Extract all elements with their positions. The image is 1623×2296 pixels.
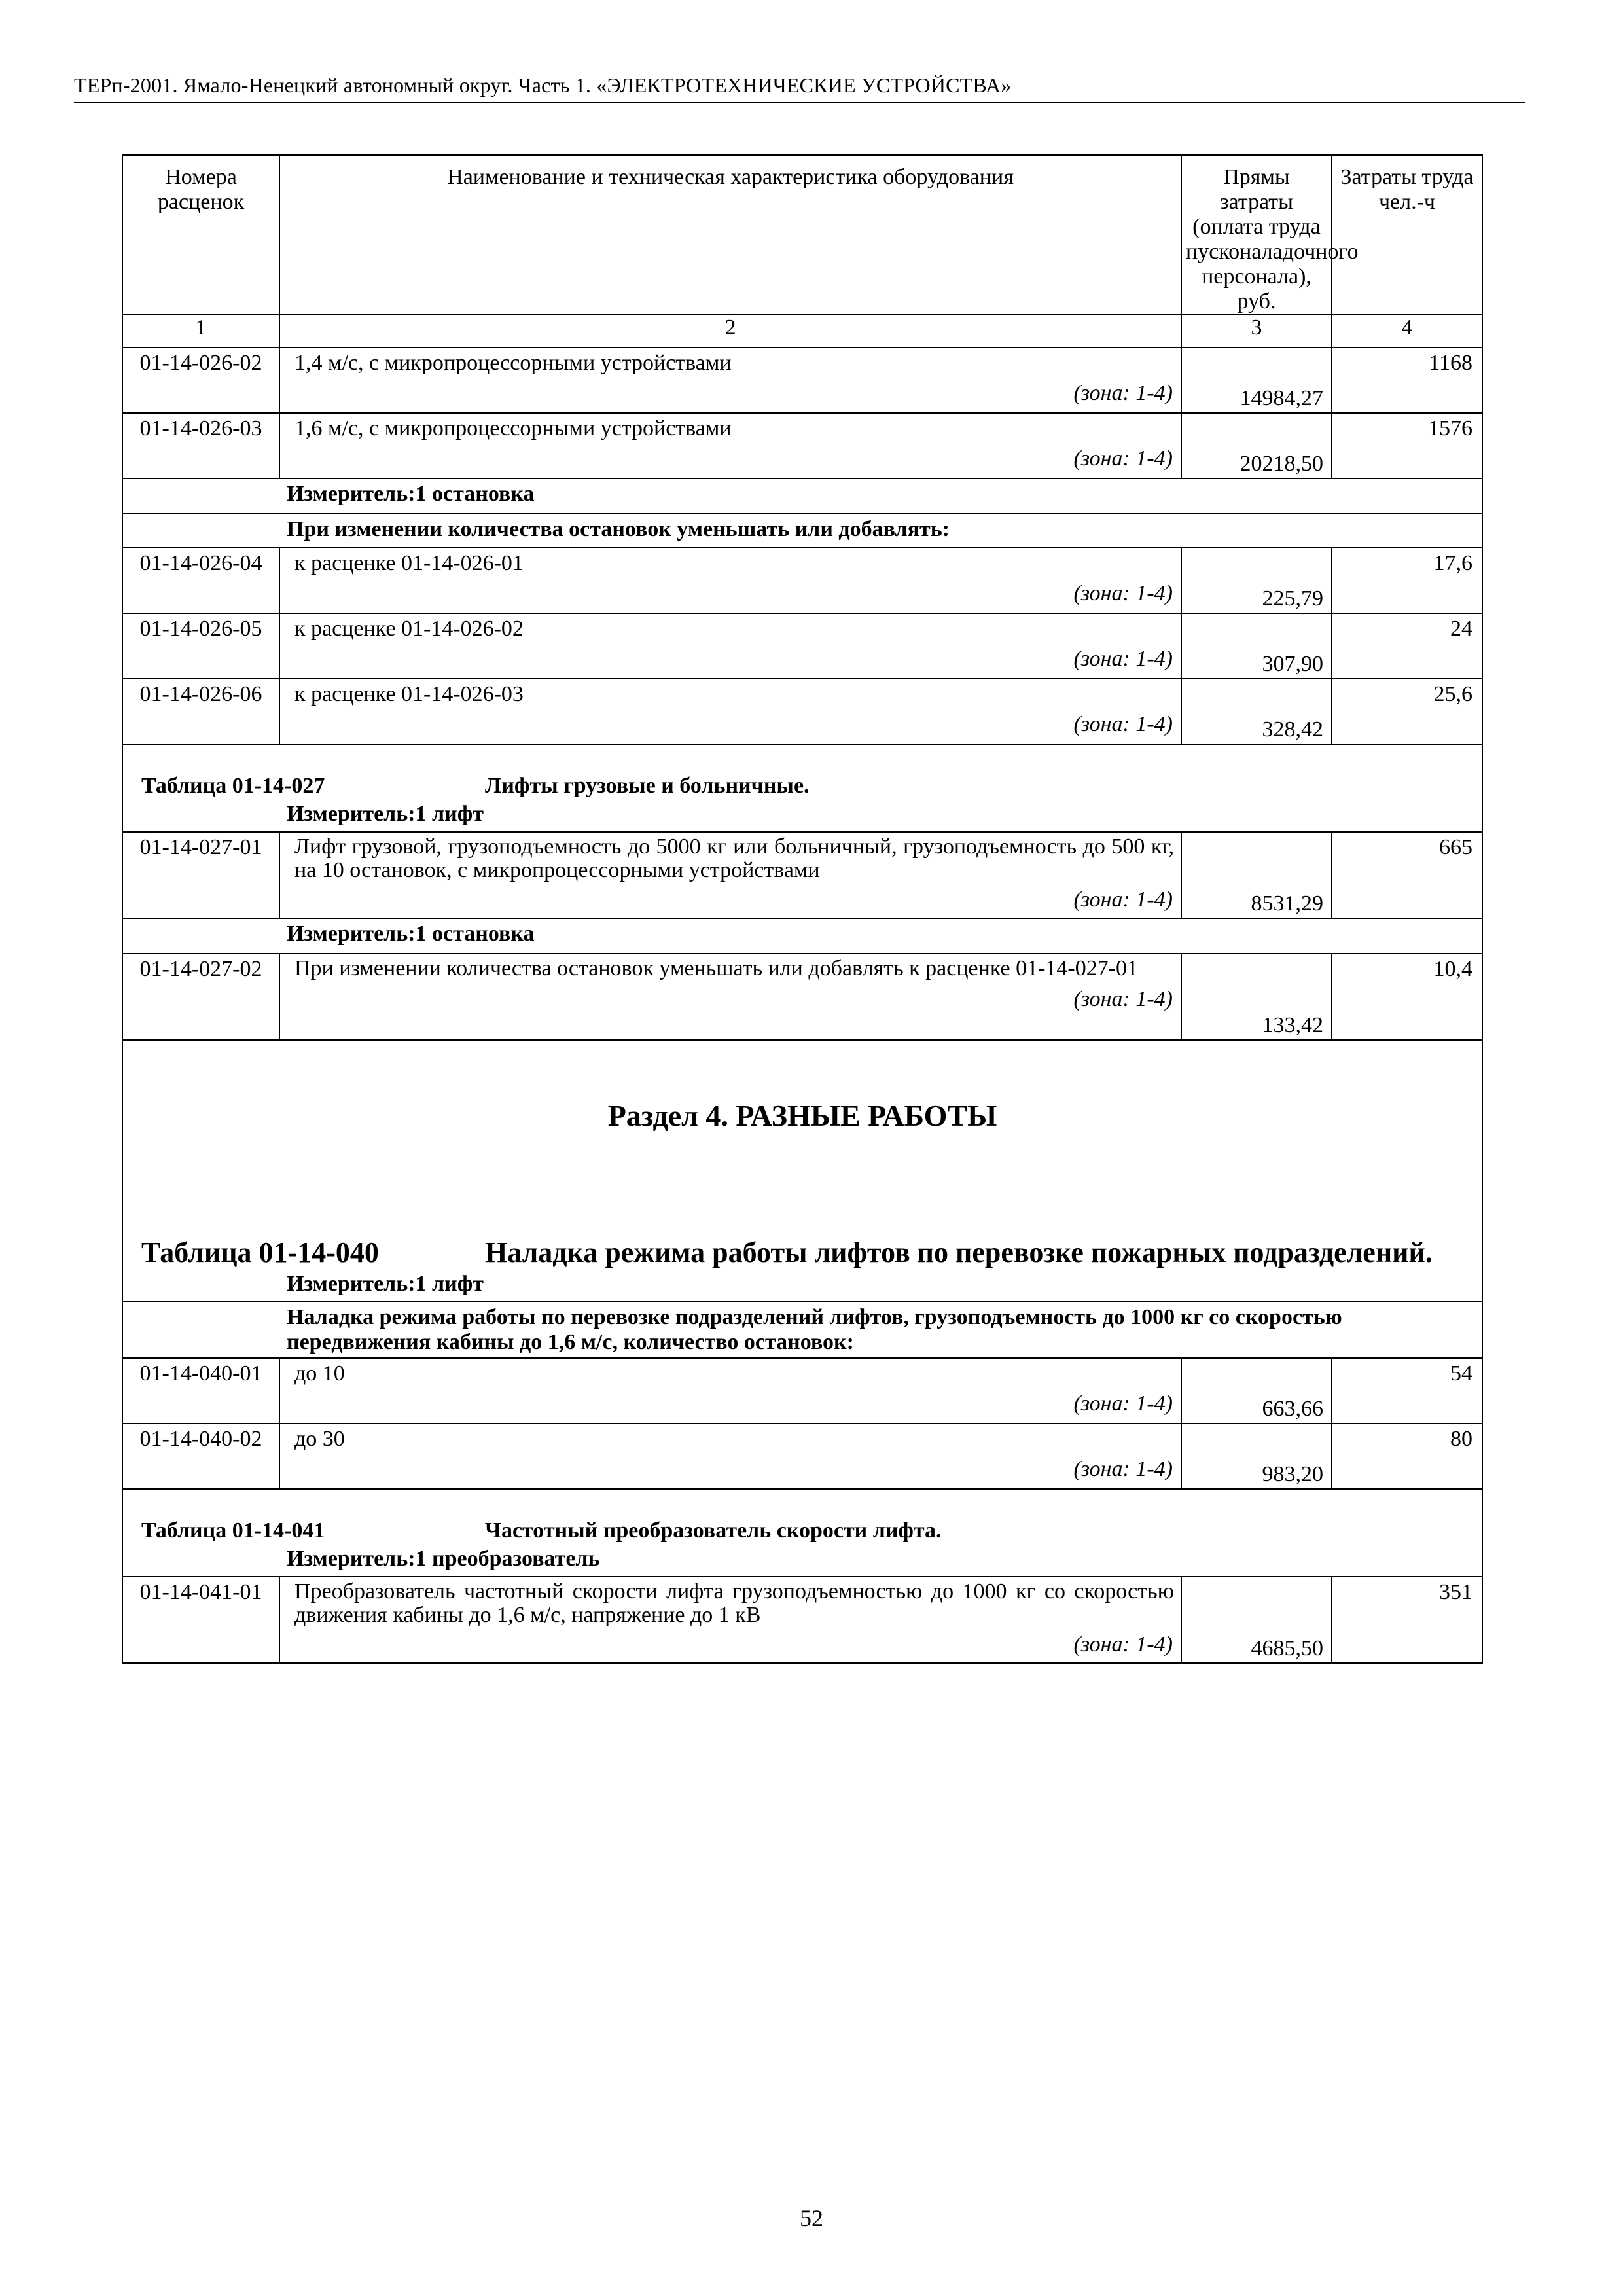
rate-name: 1,4 м/с, с микропроцессорными устройствами (294, 351, 732, 375)
table-title-row (122, 1489, 1482, 1577)
rate-price: 307,90 (1262, 652, 1323, 676)
rate-labor: 54 (1332, 1358, 1482, 1424)
measure-row (122, 918, 1482, 954)
rates-table (122, 154, 1483, 1664)
zone-label: (зона: 1-4) (1073, 581, 1173, 605)
table-row (122, 348, 1482, 413)
page-number: 52 (800, 2205, 823, 2231)
section-row (122, 1040, 1482, 1302)
rate-name: Преобразователь частотный скорости лифта грузоподъемностью до 1000 кг со скоростью движения кабины до 1,6 м/с, напряжение до 1 кВ (294, 1579, 1174, 1627)
rate-price-cell (1181, 832, 1332, 918)
rate-code: 01-14-026-04 (122, 548, 279, 613)
table-row (122, 1358, 1482, 1424)
rate-code: 01-14-041-01 (122, 1577, 279, 1663)
rate-price-cell (1181, 1424, 1332, 1489)
rate-description (279, 954, 1181, 1040)
rate-price-cell (1181, 1577, 1332, 1663)
rate-price-cell (1181, 413, 1332, 478)
rate-price: 4685,50 (1251, 1636, 1323, 1660)
zone-label: (зона: 1-4) (1073, 1457, 1173, 1481)
rate-price-cell (1181, 613, 1332, 679)
rate-labor: 80 (1332, 1424, 1482, 1489)
rate-code: 01-14-027-02 (122, 954, 279, 1040)
rate-description (279, 679, 1181, 744)
table-number: Таблица 01-14-041 (141, 1518, 325, 1543)
rate-price: 133,42 (1262, 1013, 1323, 1037)
table-row (122, 1577, 1482, 1663)
rate-code: 01-14-040-01 (122, 1358, 279, 1424)
table-row (122, 613, 1482, 679)
table-row (122, 548, 1482, 613)
rate-name: 1,6 м/с, с микропроцессорными устройствами (294, 416, 732, 440)
rate-code: 01-14-026-02 (122, 348, 279, 413)
rate-labor: 351 (1332, 1577, 1482, 1663)
rate-labor: 665 (1332, 832, 1482, 918)
rate-labor: 17,6 (1332, 548, 1482, 613)
rate-name: к расценке 01-14-026-01 (294, 551, 524, 575)
rate-labor: 1168 (1332, 348, 1482, 413)
rate-labor: 10,4 (1332, 954, 1482, 1040)
rate-price: 14984,27 (1240, 386, 1323, 410)
rate-price: 663,66 (1262, 1397, 1323, 1421)
rate-code: 01-14-027-01 (122, 832, 279, 918)
table-title-041 (122, 1489, 1482, 1577)
table-number: Таблица 01-14-040 (141, 1236, 379, 1268)
rate-price-cell (1181, 548, 1332, 613)
zone-label: (зона: 1-4) (1073, 888, 1173, 912)
table-row (122, 679, 1482, 744)
table-name: Наладка режима работы лифтов по перевозке пожарных подразделений. (485, 1236, 1433, 1268)
section-title: Раздел 4. РАЗНЫЕ РАБОТЫ (607, 1099, 997, 1132)
measure-unit: Измеритель:1 лифт (287, 802, 484, 826)
rate-name: Лифт грузовой, грузоподъемность до 5000 кг или больничный, грузоподъемность до 500 кг, на 10 остановок, с микропроцессорными устройствами (294, 834, 1174, 882)
table-title-027 (122, 744, 1482, 832)
rate-price-cell (1181, 348, 1332, 413)
rate-code: 01-14-040-02 (122, 1424, 279, 1489)
zone-label: (зона: 1-4) (1073, 647, 1173, 671)
col-number: 4 (1332, 315, 1482, 348)
rate-name: до 10 (294, 1361, 345, 1386)
col-number: 3 (1181, 315, 1332, 348)
rate-price: 983,20 (1262, 1462, 1323, 1486)
rate-price: 20218,50 (1240, 452, 1323, 476)
rate-code: 01-14-026-06 (122, 679, 279, 744)
rate-price-cell (1181, 954, 1332, 1040)
rate-labor: 24 (1332, 613, 1482, 679)
rate-price: 225,79 (1262, 586, 1323, 611)
measure-unit: Измеритель:1 остановка (122, 478, 1482, 514)
rate-price: 328,42 (1262, 717, 1323, 742)
rate-price-cell (1181, 1358, 1332, 1424)
rate-description (279, 1358, 1181, 1424)
zone-label: (зона: 1-4) (1073, 712, 1173, 736)
table-title-040 (123, 1208, 1482, 1301)
column-number-row (122, 315, 1482, 348)
measure-unit: Измеритель:1 остановка (122, 918, 1482, 954)
rate-name: к расценке 01-14-026-03 (294, 682, 524, 706)
col-number: 2 (279, 315, 1181, 348)
rate-name: При изменении количества остановок уменьшать или добавлять к расценке 01-14-027-01 (294, 956, 1139, 980)
measure-unit: Измеритель:1 лифт (287, 1272, 484, 1296)
adjustment-note: Наладка режима работы по перевозке подразделений лифтов, грузоподъемность до 1000 кг со скоростью передвижения кабины до 1,6 м/с, количество остановок: (122, 1302, 1482, 1358)
rate-description (279, 1577, 1181, 1663)
rate-code: 01-14-026-05 (122, 613, 279, 679)
measure-row (122, 478, 1482, 514)
table-number: Таблица 01-14-027 (141, 774, 325, 798)
rate-description (279, 613, 1181, 679)
col-header-labor: Затраты труда чел.-ч (1332, 155, 1482, 315)
section-cell (122, 1040, 1482, 1302)
table-title-row (122, 744, 1482, 832)
table-name: Лифты грузовые и больничные. (485, 774, 810, 798)
rate-description (279, 1424, 1181, 1489)
rate-labor: 1576 (1332, 413, 1482, 478)
table-row (122, 1424, 1482, 1489)
rate-name: до 30 (294, 1427, 345, 1451)
zone-label: (зона: 1-4) (1073, 446, 1173, 471)
rate-labor: 25,6 (1332, 679, 1482, 744)
rate-code: 01-14-026-03 (122, 413, 279, 478)
col-header-direct-costs: Прямы затраты (оплата труда пусконаладочного персонала), руб. (1181, 155, 1332, 315)
rate-name: к расценке 01-14-026-02 (294, 617, 524, 641)
zone-label: (зона: 1-4) (1073, 1632, 1173, 1657)
table-name: Частотный преобразователь скорости лифта. (485, 1518, 942, 1543)
zone-label: (зона: 1-4) (1073, 381, 1173, 405)
stops-note: При изменении количества остановок уменьшать или добавлять: (122, 514, 1482, 548)
rate-description (279, 832, 1181, 918)
column-header-row (122, 155, 1482, 315)
rate-description (279, 548, 1181, 613)
table-row (122, 413, 1482, 478)
rate-description (279, 413, 1181, 478)
note-row (122, 514, 1482, 548)
col-number: 1 (122, 315, 279, 348)
table-row (122, 954, 1482, 1040)
note-row (122, 1302, 1482, 1358)
rate-description (279, 348, 1181, 413)
rate-price: 8531,29 (1251, 891, 1323, 916)
col-header-name: Наименование и техническая характеристика оборудования (279, 155, 1181, 315)
col-header-codes: Номера расценок (122, 155, 279, 315)
table-row (122, 832, 1482, 918)
zone-label: (зона: 1-4) (1073, 987, 1173, 1011)
zone-label: (зона: 1-4) (1073, 1391, 1173, 1416)
page-header: ТЕРп-2001. Ямало-Ненецкий автономный округ. Часть 1. «ЭЛЕКТРОТЕХНИЧЕСКИЕ УСТРОЙСТВА» (74, 71, 1525, 103)
rate-price-cell (1181, 679, 1332, 744)
measure-unit: Измеритель:1 преобразователь (287, 1547, 600, 1571)
